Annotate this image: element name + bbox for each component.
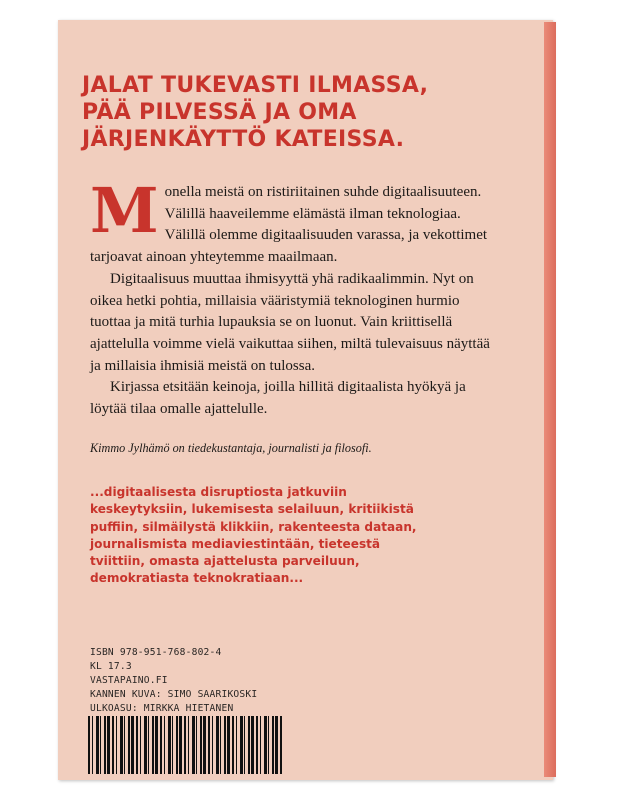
teaser-line: ...digitaalisesta disruptiosta jatkuviin — [90, 485, 347, 499]
teaser-line: demokratiasta teknokratiaan... — [90, 571, 304, 586]
blurb-paragraph-2: Digitaalisuus muuttaa ihmisyyttä yhä radikaalimmin. Nyt on oikea hetki pohtia, millaisia vääristymiä teknologinen hurmio tuottaa ja mitä turhia lupauksia se on luonut. Vain kriittisellä ajattelulla voimme vielä vaikuttaa siihen, miltä tulevaisuus näyttää ja millaisia ihmisiä meistä on tulossa. — [90, 270, 490, 374]
headline-line: JÄRJENKÄYTTÖ KATEISSA. — [82, 127, 405, 152]
teaser-line: keskeytyksiin, lukemisesta selailuun, kritiikistä — [90, 502, 414, 517]
teaser-line: journalismista mediaviestintään, tieteestä — [90, 536, 381, 551]
drop-cap: M — [90, 174, 159, 247]
blurb-paragraph-1-text: onella meistä on ristiriitainen suhde digitaalisuuteen. Välillä haaveilemme elämästä ilman teknologiaa. Välillä olemme digitaalisuuden varassa, ja vekottimet tarjoavat ainoan yhteytemme maailmaan. — [90, 184, 488, 266]
blurb-paragraph-1 — [90, 174, 490, 269]
publication-info — [90, 646, 390, 716]
layout-credit: ULKOASU: MIRKKA HIETANEN — [90, 703, 234, 714]
author-note: Kimmo Jylhämö on tiedekustantaja, journalisti ja filosofi. — [90, 441, 372, 455]
library-class: KL 17.3 — [90, 661, 132, 672]
blurb-paragraph-3: Kirjassa etsitään keinoja, joilla hillitä digitaalista hyökyä ja löytää tilaa omalle ajattelulle. — [90, 379, 466, 418]
teaser-line: puffiin, silmäilystä klikkiin, rakenteesta dataan, — [90, 519, 417, 534]
barcode — [88, 716, 284, 774]
cover-image-credit: KANNEN KUVA: SIMO SAARIKOSKI — [90, 689, 258, 700]
headline-line: PÄÄ PILVESSÄ JA OMA — [82, 100, 357, 125]
headline — [82, 72, 512, 153]
isbn: ISBN 978-951-768-802-4 — [90, 647, 222, 658]
teaser-list — [90, 484, 500, 588]
blurb — [90, 174, 490, 421]
publisher-website: VASTAPAINO.FI — [90, 675, 168, 686]
teaser-line: tviittiin, omasta ajattelusta parveiluun, — [90, 554, 360, 569]
headline-line: JALAT TUKEVASTI ILMASSA, — [82, 73, 429, 98]
cover-edge — [544, 22, 556, 777]
